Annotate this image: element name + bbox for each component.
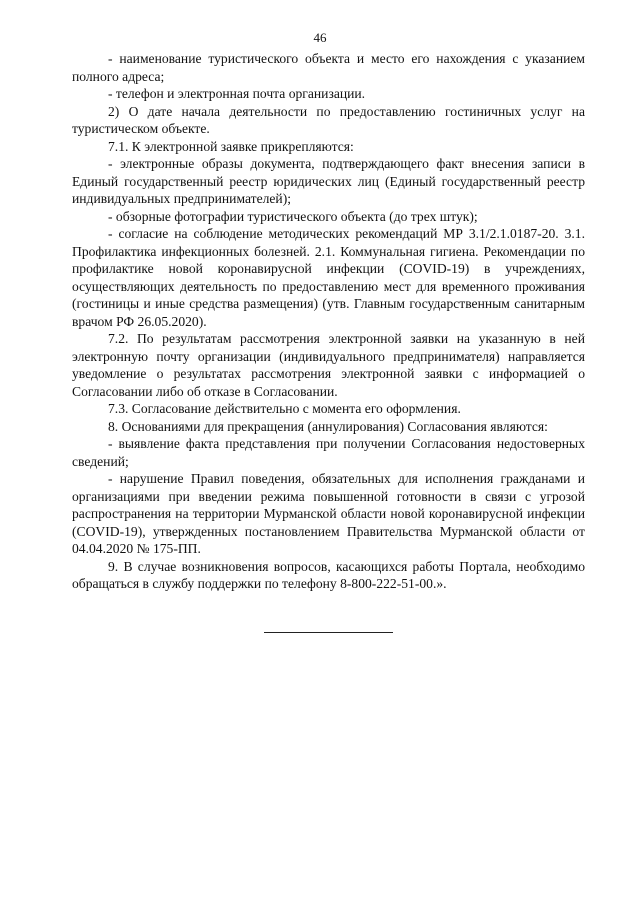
paragraph-object-name-address: - наименование туристического объекта и место его нахождения с указанием полного адреса; <box>72 51 585 84</box>
paragraph-rules-violation: - нарушение Правил поведения, обязательных для исполнения гражданами и организациями при введении режима повышенной готовности в связи с угрозой распространения на территории Мурманской области новой коронавирусной инфекции (COVID-19), утвержденных постановлением Правительства Мурманской области от 04.04.2020 № 175-ПП. <box>72 471 585 556</box>
paragraph-7-3-validity: 7.3. Согласование действительно с момента его оформления. <box>108 401 461 416</box>
paragraph-registry-documents: - электронные образы документа, подтверждающего факт внесения записи в Единый государственный реестр юридических лиц (Единый государственный реестр индивидуальных предпринимателей); <box>72 156 585 206</box>
paragraph-consent-recommendations: - согласие на соблюдение методических рекомендаций МР 3.1/2.1.0187-20. 3.1. Профилактика инфекционных болезней. 2.1. Коммунальная гигиена. Рекомендации по профилактике новой коронавирусной инфекции (COVID-19) в учреждениях, осуществляющих деятельность по предоставлению мест для временного проживания (гостиницы и иные средства размещения) (утв. Главным государственным санитарным врачом РФ 26.05.2020). <box>72 226 585 329</box>
paragraph-7-1-heading: 7.1. К электронной заявке прикрепляются: <box>108 138 354 154</box>
end-separator-line <box>264 632 393 633</box>
paragraph-false-information: - выявление факта представления при получении Согласования недостоверных сведений; <box>72 436 585 469</box>
paragraph-7-2-notification: 7.2. По результатам рассмотрения электронной заявки на указанную в ней электронную почту организации (индивидуального предпринимателя) направляется уведомление о результатах рассмотрения электронной заявки с информацией о Согласовании либо об отказе в Согласовании. <box>72 331 585 399</box>
paragraph-9-support: 9. В случае возникновения вопросов, касающихся работы Портала, необходимо обращаться в службу поддержки по телефону 8-800-222-51-00.». <box>72 558 585 591</box>
paragraph-photos: - обзорные фотографии туристического объекта (до трех штук); <box>108 208 478 224</box>
document-body <box>72 50 585 593</box>
paragraph-8-grounds: 8. Основаниями для прекращения (аннулирования) Согласования являются: <box>108 418 548 434</box>
page-number: 46 <box>313 30 327 45</box>
paragraph-start-date: 2) О дате начала деятельности по предоставлению гостиничных услуг на туристическом объекте. <box>72 103 585 136</box>
paragraph-phone-email: - телефон и электронная почта организации. <box>108 86 366 101</box>
